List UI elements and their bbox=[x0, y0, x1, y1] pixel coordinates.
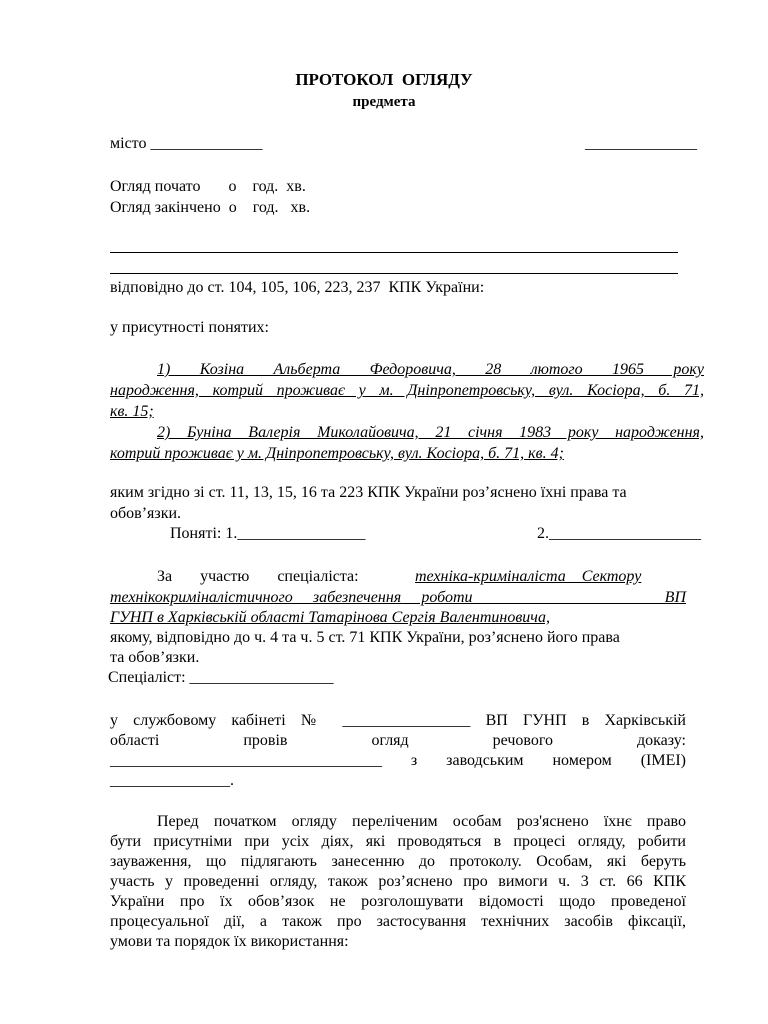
location-line-3: __________________________________ з заводським номером (IMEI) bbox=[110, 752, 686, 769]
city-field: місто ______________ bbox=[110, 135, 263, 152]
notice-line-5: України про їх обов’язок не розголошувати відомості щодо проведеної bbox=[110, 893, 686, 910]
witness-2-line-2: котрий проживає у м. Дніпропетровську, вул. Косіора, б. 71, кв. 4; bbox=[110, 445, 564, 462]
rights-line-2: обов’язки. bbox=[110, 505, 182, 522]
specialist-line-3: ГУНП в Харківській області Татарінова Сергія Валентиновича, bbox=[110, 609, 550, 626]
page-title: ПРОТОКОЛ ОГЛЯДУ bbox=[295, 70, 473, 89]
specialist-role: техніка-криміналіста Сектору bbox=[415, 568, 642, 585]
page-subtitle: предмета bbox=[352, 94, 416, 110]
specialist-line-4: якому, відповідно до ч. 4 та ч. 5 ст. 71 КПК України, роз’яснено його права bbox=[110, 629, 620, 646]
witness-signatures-1: Поняті: 1.________________ bbox=[170, 525, 366, 542]
blank-rule-1 bbox=[110, 252, 678, 253]
start-time-line: Огляд почато о год. хв. bbox=[110, 178, 306, 195]
specialist-signature: Спеціаліст: __________________ bbox=[108, 669, 334, 686]
location-line-2: області провів огляд речового доказу: bbox=[110, 732, 686, 749]
rights-line-1: яким згідно зі ст. 11, 13, 15, 16 та 223 КПК України роз’яснено їхні права та bbox=[110, 484, 627, 501]
witness-signatures-2: 2.___________________ bbox=[537, 525, 701, 542]
notice-line-7: умови та порядок їх використання: bbox=[110, 933, 349, 950]
notice-line-1: Перед початком огляду переліченим особам роз'яснено їхнє право bbox=[157, 813, 686, 830]
date-field: ______________ bbox=[585, 135, 697, 152]
witness-1-line-3: кв. 15; bbox=[110, 403, 154, 420]
specialist-lead: За участю спеціаліста: bbox=[157, 568, 359, 585]
witness-1-line-2: народження, котрий проживає у м. Дніпропетровську, вул. Косіора, б. 71, bbox=[110, 382, 704, 399]
legal-basis: відповідно до ст. 104, 105, 106, 223, 237 КПК України: bbox=[110, 279, 485, 296]
location-line-1: у службовому кабінеті № ________________ ВП ГУНП в Харківській bbox=[110, 712, 686, 729]
witness-2-line-1: 2) Буніна Валерія Миколайовича, 21 січня 1983 року народження, bbox=[157, 424, 704, 441]
specialist-line-2: технікокриміналістичного забезпечення роботи ___________________ ВП bbox=[110, 589, 686, 606]
location-line-4: _______________. bbox=[110, 772, 234, 789]
specialist-line-5: та обов’язки. bbox=[110, 649, 200, 666]
end-time-line: Огляд закінчено о год. хв. bbox=[110, 199, 311, 216]
notice-line-3: зауваження, що підлягають занесенню до протоколу. Особам, які беруть bbox=[110, 853, 686, 870]
blank-rule-2 bbox=[110, 273, 678, 274]
notice-line-2: бути присутніми при усіх діях, які проводяться в процесі огляду, робити bbox=[110, 833, 686, 850]
witness-1-line-1: 1) Козіна Альберта Федоровича, 28 лютого 1965 року bbox=[157, 361, 704, 378]
notice-line-6: процесуальної дії, а також про застосування технічних засобів фіксації, bbox=[110, 913, 686, 930]
notice-line-4: участь у проведенні огляду, також роз’яснено про вимоги ч. 3 ст. 66 КПК bbox=[110, 873, 686, 890]
witnesses-intro: у присутності понятих: bbox=[110, 319, 269, 336]
